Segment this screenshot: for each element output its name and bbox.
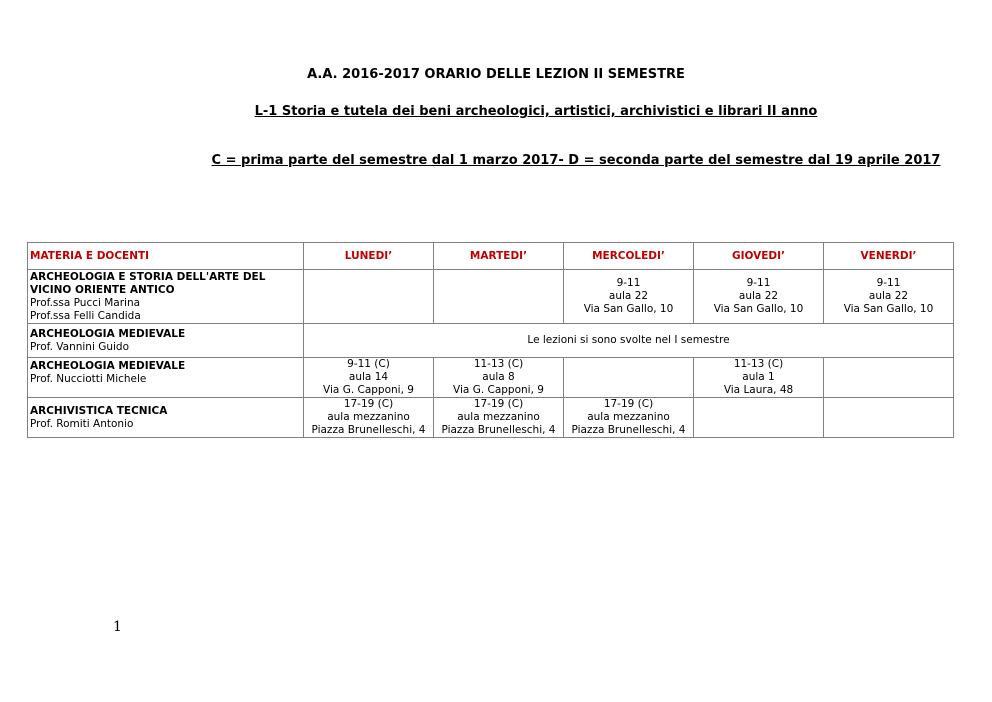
schedule-cell — [564, 398, 694, 438]
schedule-cell — [824, 270, 954, 324]
schedule-cell — [434, 398, 564, 438]
professor-name: Prof. Romiti Antonio — [30, 417, 134, 430]
header-friday: VENERDI’ — [824, 243, 954, 270]
table-row — [28, 270, 954, 324]
lesson-address: Via San Gallo, 10 — [843, 303, 934, 315]
header-tuesday: MARTEDI’ — [434, 243, 564, 270]
subject-name: VICINO ORIENTE ANTICO — [30, 283, 175, 296]
schedule-cell — [564, 270, 694, 324]
schedule-cell-empty — [304, 270, 434, 324]
lesson-room: aula mezzanino — [587, 411, 670, 423]
subject-name: ARCHIVISTICA TECNICA — [30, 404, 168, 417]
subject-name: ARCHEOLOGIA MEDIEVALE — [30, 360, 186, 372]
page-number: 1 — [113, 619, 122, 635]
lesson-address: Via G. Capponi, 9 — [453, 384, 544, 396]
lesson-address: Via G. Capponi, 9 — [323, 384, 414, 396]
lesson-address: Piazza Brunelleschi, 4 — [571, 424, 686, 436]
schedule-cell-empty — [824, 358, 954, 398]
lesson-address: Via Laura, 48 — [723, 384, 794, 396]
schedule-note: Le lezioni si sono svolte nel I semestre — [304, 324, 954, 358]
lesson-room: aula 1 — [742, 371, 775, 383]
subject-name: ARCHEOLOGIA E STORIA DELL'ARTE DEL — [30, 270, 266, 283]
lesson-address: Piazza Brunelleschi, 4 — [311, 424, 426, 436]
table-row — [28, 398, 954, 438]
schedule-table — [27, 242, 954, 438]
lesson-time: 11-13 (C) — [473, 358, 524, 370]
lesson-address: Via San Gallo, 10 — [583, 303, 674, 315]
course-title: L-1 Storia e tutela dei beni archeologici, artistici, archivistici e librari II anno — [254, 104, 818, 119]
lesson-room: aula 22 — [868, 290, 909, 302]
subject-name: ARCHEOLOGIA MEDIEVALE — [30, 327, 186, 340]
lesson-room: aula 22 — [738, 290, 779, 302]
lesson-room: aula 8 — [482, 371, 515, 383]
schedule-cell — [434, 358, 564, 398]
schedule-cell-empty — [564, 358, 694, 398]
table-row — [28, 358, 954, 398]
professor-name: Prof. Vannini Guido — [30, 340, 130, 353]
lesson-address: Via San Gallo, 10 — [713, 303, 804, 315]
lesson-time: 17-19 (C) — [343, 398, 394, 410]
lesson-time: 11-13 (C) — [733, 358, 784, 370]
schedule-cell — [694, 358, 824, 398]
header-thursday: GIOVEDI’ — [694, 243, 824, 270]
schedule-cell-empty — [824, 398, 954, 438]
subject-cell — [28, 324, 304, 358]
lesson-time: 17-19 (C) — [473, 398, 524, 410]
schedule-cell — [304, 358, 434, 398]
professor-name: Prof.ssa Felli Candida — [30, 309, 141, 322]
lesson-time: 9-11 — [616, 277, 641, 289]
schedule-cell-empty — [694, 398, 824, 438]
semester-legend: C = prima parte del semestre dal 1 marzo 2017- D = seconda parte del semestre dal 19 aprile 2017 — [211, 153, 941, 168]
schedule-cell — [304, 398, 434, 438]
lesson-time: 17-19 (C) — [603, 398, 654, 410]
lesson-room: aula 22 — [608, 290, 649, 302]
table-row — [28, 324, 954, 358]
header-wednesday: MERCOLEDI’ — [564, 243, 694, 270]
schedule-cell — [694, 270, 824, 324]
professor-name: Prof. Nucciotti Michele — [30, 373, 147, 385]
header-subject: MATERIA E DOCENTI — [28, 243, 304, 270]
lesson-time: 9-11 — [876, 277, 901, 289]
schedule-cell-empty — [434, 270, 564, 324]
lesson-address: Piazza Brunelleschi, 4 — [441, 424, 556, 436]
table-header-row — [28, 243, 954, 270]
professor-name: Prof.ssa Pucci Marina — [30, 296, 141, 309]
lesson-time: 9-11 (C) — [347, 358, 390, 370]
lesson-room: aula 14 — [348, 371, 389, 383]
lesson-room: aula mezzanino — [457, 411, 540, 423]
lesson-room: aula mezzanino — [327, 411, 410, 423]
document-title: A.A. 2016-2017 ORARIO DELLE LEZION II SEMESTRE — [307, 67, 685, 82]
header-monday: LUNEDI’ — [304, 243, 434, 270]
subject-cell — [28, 398, 304, 438]
lesson-time: 9-11 — [746, 277, 771, 289]
subject-cell — [28, 270, 304, 324]
subject-cell — [28, 358, 304, 398]
